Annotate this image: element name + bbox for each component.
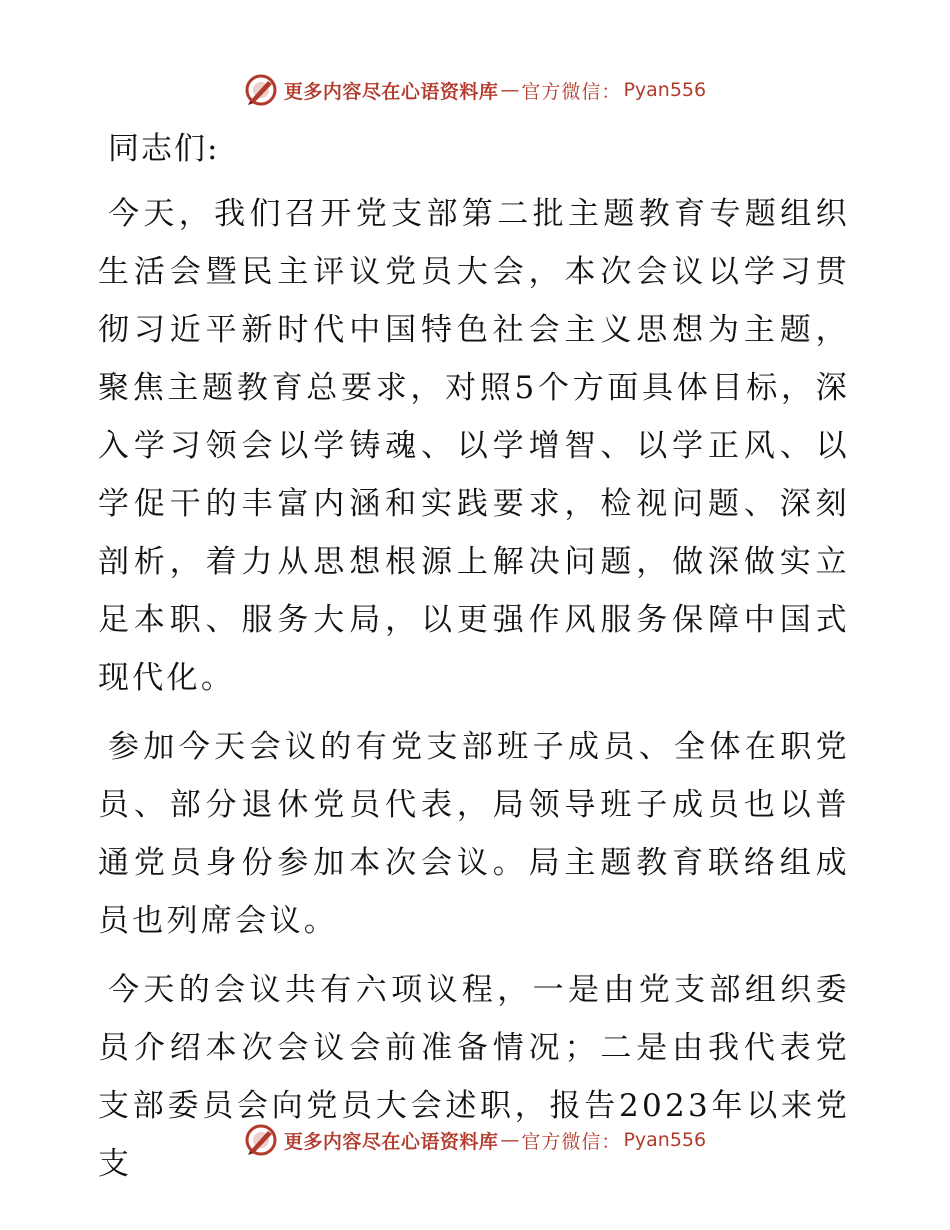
paragraph: 今天，我们召开党支部第二批主题教育专题组织生活会暨民主评议党员大会，本次会议以学习贯彻习近平新时代中国特色社会主义思想为主题，聚焦主题教育总要求，对照5个方面具体目标，深入学习领会以学铸魂、以学增智、以学正风、以学促干的丰富内涵和实践要求，检视问题、深刻剖析，着力从思想根源上解决问题，做深做实立足本职、服务大局，以更强作风服务保障中国式现代化。 — [98, 196, 850, 696]
footer-watermark — [0, 1120, 950, 1160]
document-body — [98, 120, 850, 1204]
watermark-dash: — — [500, 79, 520, 101]
paragraph: 今天的会议共有六项议程，一是由党支部组织委员介绍本次会议会前准备情况；二是由我代表党支部委员会向党员大会述职，报告2023年以来党支 — [98, 972, 850, 1182]
paragraph: 参加今天会议的有党支部班子成员、全体在职党员、部分退休党员代表，局领导班子成员也以普通党员身份参加本次会议。局主题教育联络组成员也列席会议。 — [98, 729, 850, 939]
pen-logo-icon — [244, 73, 278, 107]
pen-logo-icon — [244, 1123, 278, 1157]
watermark-wechat-id: Pyan556 — [623, 1129, 707, 1151]
greeting: 同志们: — [108, 131, 220, 167]
watermark-wechat-id: Pyan556 — [623, 79, 707, 101]
watermark-sub-text: 官方微信： — [521, 1130, 622, 1153]
watermark-dash: — — [500, 1129, 520, 1151]
watermark-main-text: 更多内容尽在心语资料库 — [283, 80, 499, 103]
watermark-sub-text: 官方微信： — [521, 80, 622, 103]
watermark-main-text: 更多内容尽在心语资料库 — [283, 1130, 499, 1153]
header-watermark — [0, 70, 950, 110]
